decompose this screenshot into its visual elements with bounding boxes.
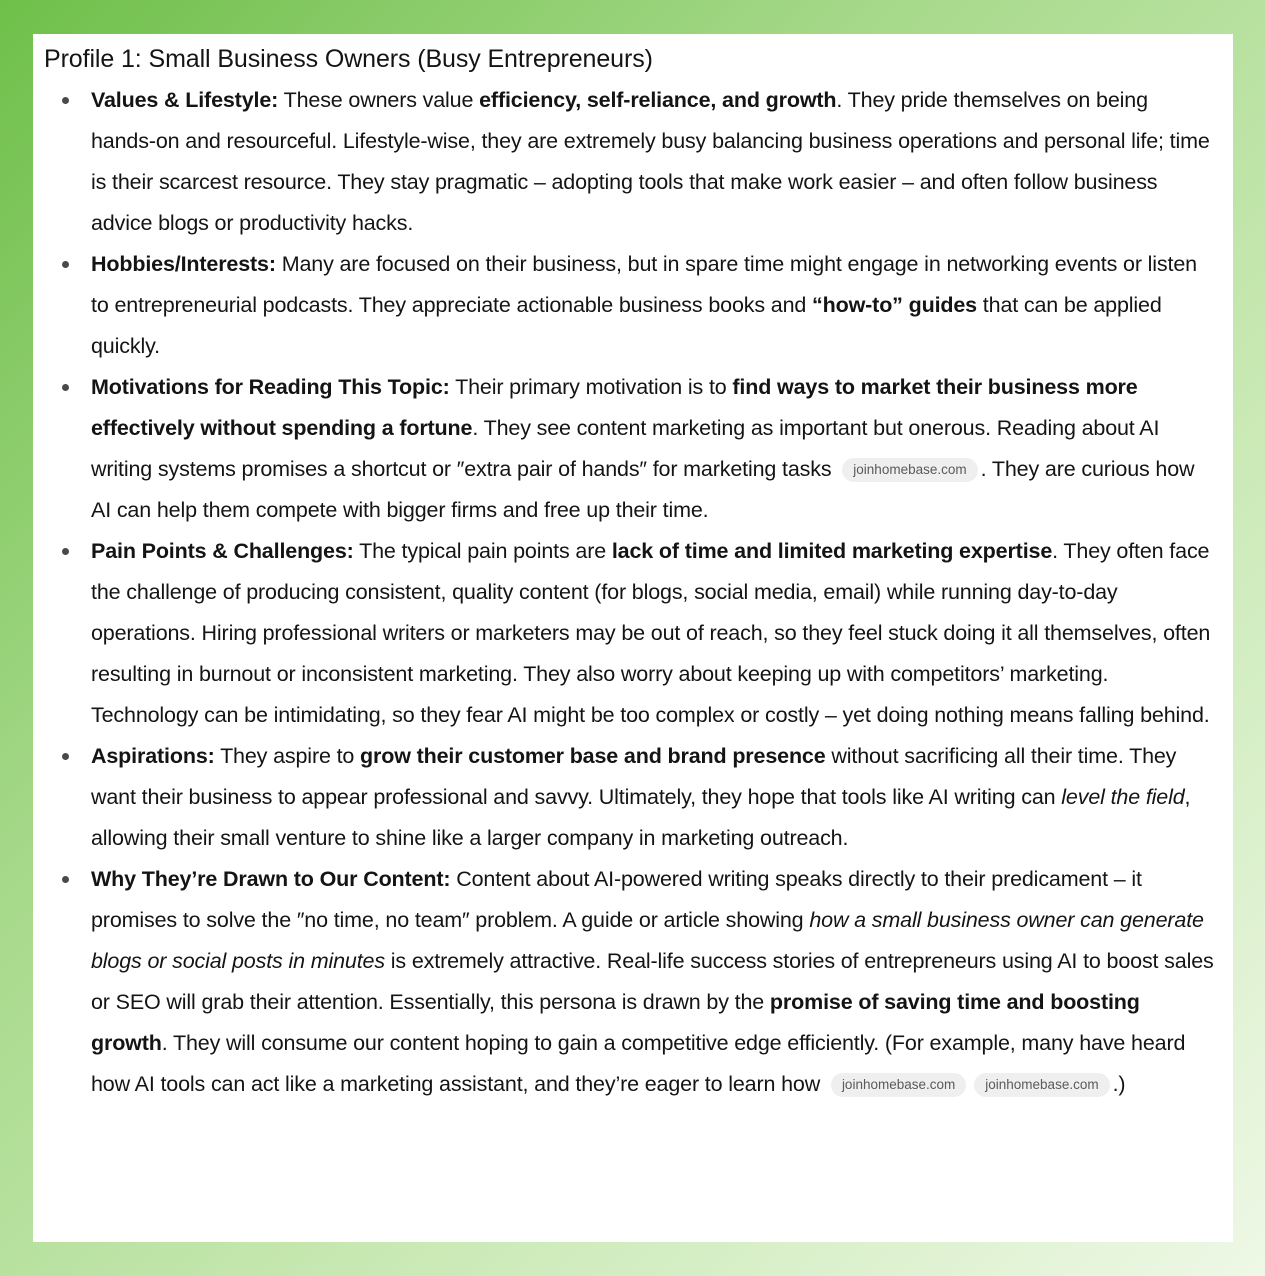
item-heading: Hobbies/Interests: bbox=[91, 252, 276, 276]
bold-text: lack of time and limited marketing expertise bbox=[611, 539, 1053, 563]
item-heading: Pain Points & Challenges: bbox=[91, 539, 354, 563]
body-text: is extremely attractive. Real-life success stories of entrepreneurs using AI to boost sales or SEO will grab their attention. Essentially, this persona is drawn by the bbox=[91, 949, 1214, 1014]
source-citation-chip[interactable]: joinhomebase.com bbox=[842, 458, 977, 482]
italic-text: how a small business owner can generate blogs or social posts in minutes bbox=[91, 908, 1204, 973]
profile-title: Profile 1: Small Business Owners (Busy Entrepreneurs) bbox=[44, 45, 653, 73]
bullet-icon bbox=[62, 261, 69, 268]
bold-text: efficiency, self-reliance, and growth bbox=[479, 88, 837, 112]
body-text: Content about AI-powered writing speaks directly to their predicament – it promises to solve the ″no time, no team″ problem. A guide or article showing bbox=[91, 867, 1142, 932]
body-text: These owners value bbox=[278, 88, 480, 112]
item-heading: Motivations for Reading This Topic: bbox=[91, 375, 450, 399]
body-text: . They see content marketing as important but onerous. Reading about AI writing systems promises a shortcut or ″extra pair of hands″ for marketing tasks bbox=[91, 416, 1160, 481]
body-text: The typical pain points are bbox=[353, 539, 612, 563]
bullet-icon bbox=[62, 876, 69, 883]
bold-text: promise of saving time and boosting growth bbox=[91, 990, 1140, 1055]
italic-text: level the field bbox=[1061, 785, 1185, 809]
body-text: . They pride themselves on being hands-on and resourceful. Lifestyle-wise, they are extremely busy balancing business operations and personal life; time is their scarcest resource. They stay pragmatic – adopting tools that make work easier – and often follow business advice blogs or productivity hacks. bbox=[91, 88, 1210, 235]
list-item bbox=[44, 367, 1217, 531]
bullet-icon bbox=[62, 548, 69, 555]
body-text: . They often face the challenge of producing consistent, quality content (for blogs, social media, email) while running day-to-day operations. Hiring professional writers or marketers may be out of reach, so they feel stuck doing it all themselves, often resulting in burnout or inconsistent marketing. They also worry about keeping up with competitors’ marketing. Technology can be intimidating, so they fear AI might be too complex or costly – yet doing nothing means falling behind. bbox=[91, 539, 1211, 727]
list-item bbox=[44, 736, 1217, 859]
source-citation-chip[interactable]: joinhomebase.com bbox=[831, 1073, 966, 1097]
body-text: without sacrificing all their time. They want their business to appear professional and savvy. Ultimately, they hope that tools like AI writing can bbox=[91, 744, 1177, 809]
body-text: .) bbox=[1112, 1072, 1126, 1096]
profile-attribute-list bbox=[44, 80, 1217, 1105]
body-text: They aspire to bbox=[214, 744, 361, 768]
bold-text: find ways to market their business more effectively without spending a fortune bbox=[91, 375, 1138, 440]
body-text: that can be applied quickly. bbox=[91, 293, 1162, 358]
bullet-icon bbox=[62, 753, 69, 760]
bullet-icon bbox=[62, 97, 69, 104]
source-citation-chip[interactable]: joinhomebase.com bbox=[974, 1073, 1109, 1097]
profile-card bbox=[33, 34, 1233, 1242]
body-text: Their primary motivation is to bbox=[449, 375, 733, 399]
item-heading: Values & Lifestyle: bbox=[91, 88, 279, 112]
item-heading: Why They’re Drawn to Our Content: bbox=[91, 867, 451, 891]
bullet-icon bbox=[62, 384, 69, 391]
list-item bbox=[44, 80, 1217, 244]
list-item bbox=[44, 244, 1217, 367]
body-text: . They will consume our content hoping to gain a competitive edge efficiently. (For example, many have heard how AI tools can act like a marketing assistant, and they’re eager to learn how bbox=[91, 1031, 1186, 1096]
body-text: . They are curious how AI can help them compete with bigger firms and free up their time. bbox=[91, 457, 1195, 522]
list-item bbox=[44, 859, 1217, 1105]
item-heading: Aspirations: bbox=[91, 744, 215, 768]
list-item bbox=[44, 531, 1217, 736]
bold-text: “how-to” guides bbox=[812, 293, 977, 317]
body-text: , allowing their small venture to shine like a larger company in marketing outreach. bbox=[91, 785, 1191, 850]
bold-text: grow their customer base and brand presence bbox=[360, 744, 826, 768]
body-text: Many are focused on their business, but in spare time might engage in networking events or listen to entrepreneurial podcasts. They appreciate actionable business books and bbox=[91, 252, 1197, 317]
